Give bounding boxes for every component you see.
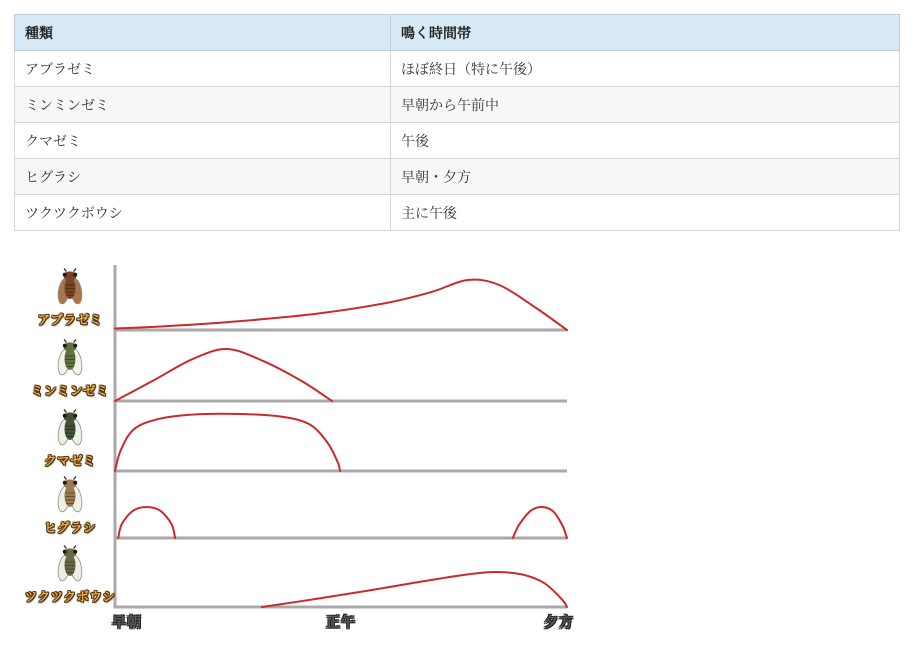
species-label: ヒグラシ <box>43 521 96 535</box>
cicada-icon <box>53 544 87 584</box>
table-row <box>15 87 900 123</box>
species-label: アブラゼミ <box>37 313 103 327</box>
table-row <box>15 51 900 87</box>
cell-species: アブラゼミ <box>15 51 391 87</box>
species-legend-item <box>20 544 120 605</box>
table-row <box>15 159 900 195</box>
activity-curve <box>118 507 175 538</box>
cicada-icon <box>53 338 87 378</box>
table-row <box>15 195 900 231</box>
cell-species: ミンミンゼミ <box>15 87 391 123</box>
cicada-activity-chart <box>0 252 921 651</box>
species-label: クマゼミ <box>43 454 96 468</box>
species-legend-item <box>20 338 120 399</box>
cell-time: 早朝から午前中 <box>391 87 900 123</box>
cell-species: ヒグラシ <box>15 159 391 195</box>
activity-curve <box>115 280 567 330</box>
species-label: ミンミンゼミ <box>30 384 109 398</box>
activity-curve <box>513 507 567 538</box>
table-header-row <box>15 15 900 51</box>
cell-species: ツクツクボウシ <box>15 195 391 231</box>
activity-curve <box>115 414 340 471</box>
x-axis-tick-label: 夕方 <box>544 614 574 630</box>
cell-time: 主に午後 <box>391 195 900 231</box>
chart-canvas <box>0 252 921 651</box>
cicada-icon <box>53 475 87 515</box>
species-legend-item <box>20 267 120 328</box>
cell-time: 早朝・夕方 <box>391 159 900 195</box>
x-axis-tick-label: 早朝 <box>112 614 142 630</box>
species-legend-item <box>20 475 120 536</box>
x-axis-tick-label: 正午 <box>326 614 356 630</box>
cell-time: 午後 <box>391 123 900 159</box>
cell-time: ほぼ終日（特に午後） <box>391 51 900 87</box>
cell-species: クマゼミ <box>15 123 391 159</box>
cicada-icon <box>53 408 87 448</box>
species-label: ツクツクボウシ <box>24 590 116 604</box>
activity-curve <box>262 572 567 607</box>
table-header-time: 鳴く時間帯 <box>391 15 900 51</box>
table-row <box>15 123 900 159</box>
activity-curve <box>115 349 332 401</box>
cicada-icon <box>53 267 87 307</box>
species-legend-item <box>20 408 120 469</box>
cicada-time-table <box>14 14 900 231</box>
table-header-species: 種類 <box>15 15 391 51</box>
